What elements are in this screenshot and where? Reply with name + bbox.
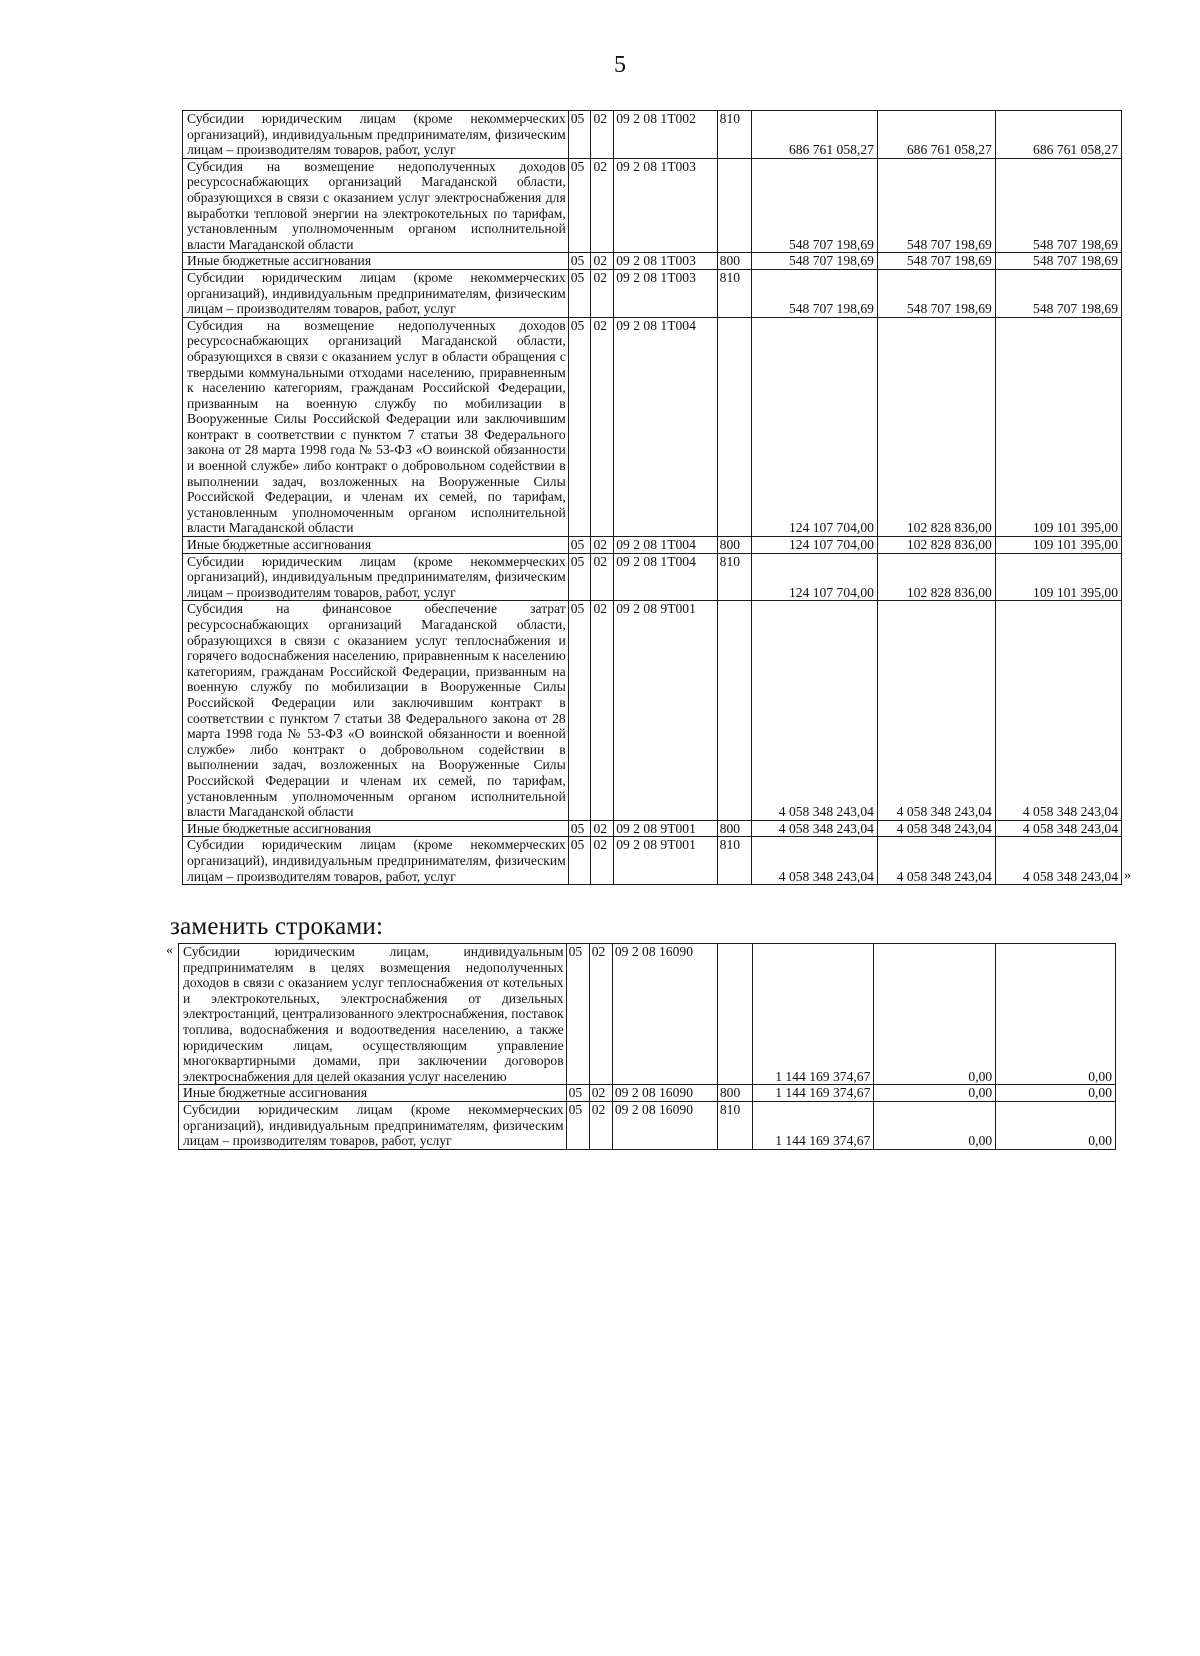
target-article-code-cell: 09 2 08 1Т003 <box>614 158 717 253</box>
row-name-cell: Субсидии юридическим лицам, индивидуальным предпринимателям в целях возмещения недополученных доходов в связи с оказанием услуг теплоснабжения от котельных и электрокотельных, электроснабжения от дизельных электростанций, централизованного электроснабжения, поставок топлива, водоснабжения и водоотведения населению, а также юридическим лицам, осуществляющим управление многоквартирными домами, при заключении договоров электроснабжения для целей оказания услуг населению <box>179 944 567 1085</box>
section-code-cell: 05 <box>568 837 591 885</box>
budget-table-original-body <box>183 111 1122 885</box>
amount-year-3-cell: 686 761 058,27 <box>995 111 1121 159</box>
expense-type-code-cell: 810 <box>717 1102 752 1150</box>
amount-year-3-cell: 0,00 <box>996 1085 1116 1102</box>
amount-year-2-cell: 686 761 058,27 <box>877 111 995 159</box>
amount-year-2-cell: 0,00 <box>874 1085 996 1102</box>
amount-year-2-cell: 4 058 348 243,04 <box>877 601 995 820</box>
expense-type-code-cell <box>717 158 751 253</box>
target-article-code-cell: 09 2 08 9Т001 <box>614 820 717 837</box>
table-row <box>183 601 1122 820</box>
row-name-cell: Субсидии юридическим лицам (кроме некоммерческих организаций), индивидуальным предпринимателям, физическим лицам – производителям товаров, работ, услуг <box>183 111 569 159</box>
amount-year-3-cell: 0,00 <box>996 1102 1116 1150</box>
expense-type-code-cell: 810 <box>717 553 751 601</box>
amount-year-2-cell: 548 707 198,69 <box>877 253 995 270</box>
amount-year-3-cell: 109 101 395,00 <box>995 317 1121 536</box>
section-code-cell: 05 <box>568 553 591 601</box>
row-name-cell: Субсидии юридическим лицам (кроме некоммерческих организаций), индивидуальным предпринимателям, физическим лицам – производителям товаров, работ, услуг <box>183 837 569 885</box>
expense-type-code-cell: 810 <box>717 111 751 159</box>
table-row <box>179 944 1116 1085</box>
table-row <box>183 820 1122 837</box>
subsection-code-cell: 02 <box>591 553 614 601</box>
amount-year-3-cell: 4 058 348 243,04 <box>995 820 1121 837</box>
row-name-cell: Иные бюджетные ассигнования <box>183 820 569 837</box>
section-heading: заменить строками: <box>170 913 384 941</box>
section-code-cell: 05 <box>568 253 591 270</box>
table-row <box>183 537 1122 554</box>
amount-year-1-cell: 4 058 348 243,04 <box>751 837 877 885</box>
section-code-cell: 05 <box>568 317 591 536</box>
amount-year-3-cell: 109 101 395,00 <box>995 537 1121 554</box>
amount-year-2-cell: 102 828 836,00 <box>877 553 995 601</box>
amount-year-2-cell: 102 828 836,00 <box>877 537 995 554</box>
table-row <box>183 317 1122 536</box>
target-article-code-cell: 09 2 08 16090 <box>612 1085 717 1102</box>
row-name-cell: Субсидии юридическим лицам (кроме некоммерческих организаций), индивидуальным предпринимателям, физическим лицам – производителям товаров, работ, услуг <box>183 269 569 317</box>
table-row <box>183 158 1122 253</box>
row-name-cell: Субсидии юридическим лицам (кроме некоммерческих организаций), индивидуальным предпринимателям, физическим лицам – производителям товаров, работ, услуг <box>179 1102 567 1150</box>
row-name-cell: Субсидия на возмещение недополученных доходов ресурсоснабжающих организаций Магаданской области, образующихся в связи с оказанием услуг в области обращения с твердыми коммунальными отходами населению, приравненным к населению категориям, гражданам Российской Федерации, призванным на военную службу по мобилизации в Вооруженные Силы Российской Федерации или заключившим контракт в соответствии с пунктом 7 статьи 38 Федерального закона от 28 марта 1998 года № 53-ФЗ «О воинской обязанности и военной службе» либо контракт о добровольном содействии в выполнении задач, возложенных на Вооруженные Силы Российской Федерации, и членам их семей, по тарифам, установленным уполномоченным органом исполнительной власти Магаданской области <box>183 317 569 536</box>
closing-quote: » <box>1124 868 1131 884</box>
amount-year-1-cell: 548 707 198,69 <box>751 158 877 253</box>
section-code-cell: 05 <box>568 820 591 837</box>
amount-year-3-cell: 548 707 198,69 <box>995 253 1121 270</box>
subsection-code-cell: 02 <box>591 837 614 885</box>
amount-year-2-cell: 4 058 348 243,04 <box>877 837 995 885</box>
row-name-cell: Субсидия на возмещение недополученных доходов ресурсоснабжающих организаций Магаданской области, образующихся в связи с оказанием услуг электроснабжения для выработки тепловой энергии на электрокотельных по тарифам, установленным уполномоченным органом исполнительной власти Магаданской области <box>183 158 569 253</box>
amount-year-3-cell: 548 707 198,69 <box>995 269 1121 317</box>
subsection-code-cell: 02 <box>591 253 614 270</box>
target-article-code-cell: 09 2 08 1Т002 <box>614 111 717 159</box>
target-article-code-cell: 09 2 08 1Т004 <box>614 553 717 601</box>
subsection-code-cell: 02 <box>591 537 614 554</box>
subsection-code-cell: 02 <box>591 317 614 536</box>
amount-year-2-cell: 0,00 <box>874 944 996 1085</box>
table-row <box>179 1085 1116 1102</box>
table-row <box>183 269 1122 317</box>
target-article-code-cell: 09 2 08 1Т004 <box>614 537 717 554</box>
amount-year-3-cell: 109 101 395,00 <box>995 553 1121 601</box>
amount-year-2-cell: 4 058 348 243,04 <box>877 820 995 837</box>
table-row <box>183 111 1122 159</box>
expense-type-code-cell: 810 <box>717 269 751 317</box>
expense-type-code-cell: 810 <box>717 837 751 885</box>
amount-year-3-cell: 548 707 198,69 <box>995 158 1121 253</box>
target-article-code-cell: 09 2 08 1Т003 <box>614 269 717 317</box>
amount-year-1-cell: 4 058 348 243,04 <box>751 820 877 837</box>
expense-type-code-cell: 800 <box>717 820 751 837</box>
table-row <box>183 553 1122 601</box>
amount-year-3-cell: 4 058 348 243,04 <box>995 837 1121 885</box>
row-name-cell: Субсидия на финансовое обеспечение затрат ресурсоснабжающих организаций Магаданской области, образующихся в связи с оказанием услуг теплоснабжения и горячего водоснабжения населению, приравненным к населению категориям, гражданам Российской Федерации, призванным на военную службу по мобилизации в Вооруженные Силы Российской Федерации или заключившим контракт в соответствии с пунктом 7 статьи 38 Федерального закона от 28 марта 1998 года № 53-ФЗ «О воинской обязанности и военной службе» либо контракт о добровольном содействии в выполнении задач, возложенных на Вооруженные Силы Российской Федерации и членам их семей, по тарифам, установленным уполномоченным органом исполнительной власти Магаданской области <box>183 601 569 820</box>
target-article-code-cell: 09 2 08 1Т004 <box>614 317 717 536</box>
amount-year-1-cell: 686 761 058,27 <box>751 111 877 159</box>
amount-year-1-cell: 4 058 348 243,04 <box>751 601 877 820</box>
amount-year-2-cell: 548 707 198,69 <box>877 269 995 317</box>
amount-year-1-cell: 124 107 704,00 <box>751 553 877 601</box>
target-article-code-cell: 09 2 08 1Т003 <box>614 253 717 270</box>
section-code-cell: 05 <box>568 537 591 554</box>
page-number: 5 <box>614 52 626 78</box>
subsection-code-cell: 02 <box>591 820 614 837</box>
row-name-cell: Субсидии юридическим лицам (кроме некоммерческих организаций), индивидуальным предпринимателям, физическим лицам – производителям товаров, работ, услуг <box>183 553 569 601</box>
expense-type-code-cell <box>717 317 751 536</box>
subsection-code-cell: 02 <box>591 111 614 159</box>
row-name-cell: Иные бюджетные ассигнования <box>183 537 569 554</box>
expense-type-code-cell: 800 <box>717 1085 752 1102</box>
budget-table-replacement-body <box>179 944 1116 1150</box>
section-code-cell: 05 <box>566 1085 589 1102</box>
section-code-cell: 05 <box>568 158 591 253</box>
table-row <box>183 837 1122 885</box>
amount-year-3-cell: 4 058 348 243,04 <box>995 601 1121 820</box>
amount-year-1-cell: 124 107 704,00 <box>751 317 877 536</box>
expense-type-code-cell: 800 <box>717 537 751 554</box>
section-code-cell: 05 <box>566 944 589 1085</box>
amount-year-2-cell: 102 828 836,00 <box>877 317 995 536</box>
table-row <box>179 1102 1116 1150</box>
subsection-code-cell: 02 <box>591 269 614 317</box>
section-code-cell: 05 <box>566 1102 589 1150</box>
row-name-cell: Иные бюджетные ассигнования <box>179 1085 567 1102</box>
amount-year-1-cell: 1 144 169 374,67 <box>752 1102 874 1150</box>
amount-year-2-cell: 548 707 198,69 <box>877 158 995 253</box>
row-name-cell: Иные бюджетные ассигнования <box>183 253 569 270</box>
section-code-cell: 05 <box>568 601 591 820</box>
amount-year-1-cell: 548 707 198,69 <box>751 253 877 270</box>
target-article-code-cell: 09 2 08 9Т001 <box>614 837 717 885</box>
opening-quote: « <box>166 943 173 959</box>
budget-table-original <box>182 110 1122 885</box>
amount-year-1-cell: 548 707 198,69 <box>751 269 877 317</box>
table-row <box>183 253 1122 270</box>
subsection-code-cell: 02 <box>589 1085 612 1102</box>
subsection-code-cell: 02 <box>591 601 614 820</box>
subsection-code-cell: 02 <box>589 1102 612 1150</box>
expense-type-code-cell <box>717 601 751 820</box>
amount-year-1-cell: 1 144 169 374,67 <box>752 944 874 1085</box>
budget-table-replacement <box>178 943 1116 1150</box>
target-article-code-cell: 09 2 08 9Т001 <box>614 601 717 820</box>
expense-type-code-cell: 800 <box>717 253 751 270</box>
expense-type-code-cell <box>717 944 752 1085</box>
amount-year-2-cell: 0,00 <box>874 1102 996 1150</box>
subsection-code-cell: 02 <box>589 944 612 1085</box>
section-code-cell: 05 <box>568 269 591 317</box>
subsection-code-cell: 02 <box>591 158 614 253</box>
amount-year-3-cell: 0,00 <box>996 944 1116 1085</box>
section-code-cell: 05 <box>568 111 591 159</box>
amount-year-1-cell: 124 107 704,00 <box>751 537 877 554</box>
target-article-code-cell: 09 2 08 16090 <box>612 1102 717 1150</box>
target-article-code-cell: 09 2 08 16090 <box>612 944 717 1085</box>
amount-year-1-cell: 1 144 169 374,67 <box>752 1085 874 1102</box>
